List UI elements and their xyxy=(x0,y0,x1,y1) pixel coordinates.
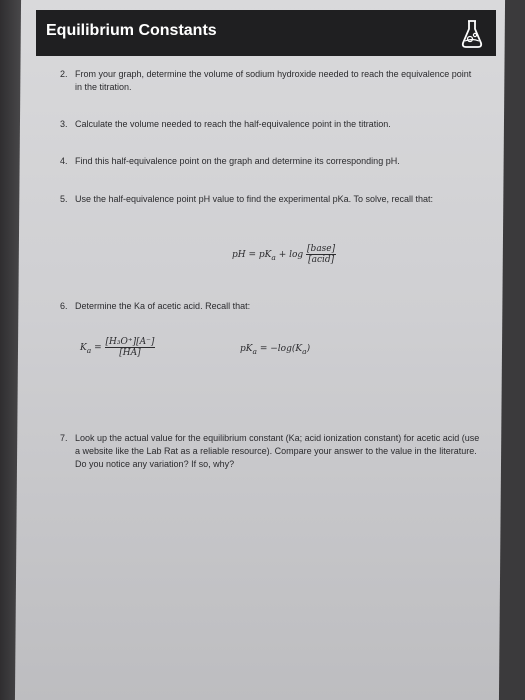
question-3: 3. Calculate the volume needed to reach the half-equivalence point in the titration. xyxy=(60,119,391,129)
question-2: 2. From your graph, determine the volume of sodium hydroxide needed to reach the equivalence point in the titration. xyxy=(60,69,472,92)
header-bar xyxy=(36,10,496,56)
question-6: 6. Determine the Ka of acetic acid. Recall that: xyxy=(60,301,251,311)
ka-fraction: $\frac{\text{[H₃O⁺][A⁻]}}{[HA]}$ xyxy=(105,337,155,358)
question-5: 5. Use the half-equivalence point pH value to find the experimental pKa. To solve, recall that: xyxy=(60,194,434,204)
henderson-hasselbalch-formula: pH = $pK_a + \log$ $\frac{\text{[base]}}{\text{[acid]}}$ xyxy=(232,244,336,265)
pka-formula: $pK_a = -\log(K_a)$ xyxy=(240,344,311,356)
flask-icon xyxy=(460,19,484,49)
page-title: Equilibrium Constants xyxy=(46,22,217,39)
log-ratio-fraction: $\frac{\text{[base]}}{\text{[acid]}}$ xyxy=(307,244,336,265)
question-4: 4. Find this half-equivalence point on the graph and determine its corresponding pH. xyxy=(60,156,400,166)
question-7: 7. Look up the actual value for the equilibrium constant (Ka; acid ionization constant) for acetic acid (use a website like the Lab Rat as a reliable resource). Compare your answer to the value in the literature. Do you notice any variation? If so, why? xyxy=(60,433,480,469)
ka-formula: $K_a$ = $\frac{\text{[H₃O⁺][A⁻]}}{[HA]}$ xyxy=(80,337,155,358)
